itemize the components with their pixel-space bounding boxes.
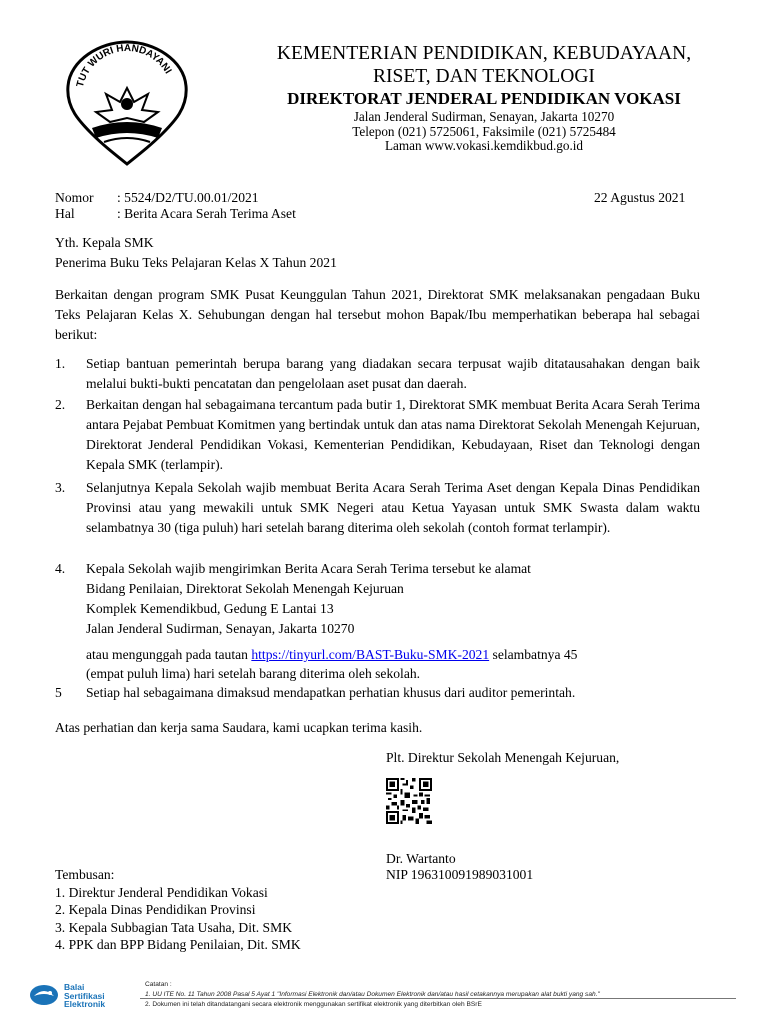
- tut-wuri-handayani-logo: [62, 38, 192, 168]
- letterhead-contact: [200, 110, 768, 154]
- upload-link[interactable]: https://tinyurl.com/BAST-Buku-SMK-2021: [251, 647, 490, 662]
- letter-date: 22 Agustus 2021: [594, 190, 686, 205]
- closing-sentence: Atas perhatian dan kerja sama Saudara, kami ucapkan terima kasih.: [55, 720, 423, 735]
- item-number: 4.: [55, 561, 66, 576]
- bsre-label: [64, 983, 105, 1009]
- hal-row: [55, 206, 296, 222]
- ministry-name-line2: RISET, DAN TEKNOLOGI: [373, 66, 595, 87]
- upload-prefix: atau mengunggah pada tautan: [86, 647, 252, 662]
- intro-paragraph: Berkaitan dengan program SMK Pusat Keunggulan Tahun 2021, Direktorat SMK melaksanakan pengadaan Buku Teks Pelajaran Kelas X. Sehubungan dengan hal tersebut mohon Bapak/Ibu memperhatikan beberapa hal sebagai berikut:: [55, 287, 700, 342]
- cc-heading: Tembusan:: [55, 867, 115, 882]
- item-number: 1.: [55, 356, 66, 371]
- item-number: 5: [55, 685, 62, 700]
- address-block: [86, 579, 404, 639]
- recipient-line1: Yth. Kepala SMK: [55, 235, 154, 250]
- hal-value: : Berita Acara Serah Terima Aset: [117, 206, 296, 221]
- cc-item: 3. Kepala Subbagian Tata Usaha, Dit. SMK: [55, 919, 293, 935]
- item-number: 2.: [55, 397, 66, 412]
- bsre-label-line: Sertifikasi: [64, 990, 105, 1001]
- item-number: 3.: [55, 480, 66, 495]
- upload-suffix: selambatnya 45: [489, 647, 578, 662]
- directorate-name: DIREKTORAT JENDERAL PENDIDIKAN VOKASI: [287, 89, 681, 108]
- nomor-row: [55, 190, 259, 206]
- svg-text:TUT WURI HANDAYANI: TUT WURI HANDAYANI: [74, 42, 174, 89]
- cc-item: 4. PPK dan BPP Bidang Penilaian, Dit. SMK: [55, 937, 301, 952]
- cc-block: [55, 866, 301, 954]
- bsre-label-line: Balai: [64, 982, 85, 992]
- address-line: Komplek Kemendikbud, Gedung E Lantai 13: [86, 601, 334, 616]
- notes-heading: Catatan :: [145, 981, 172, 988]
- bsre-label-line: Elektronik: [64, 999, 106, 1009]
- nomor-label: Nomor: [55, 190, 94, 205]
- list-item: Setiap hal sebagaimana dimaksud mendapatkan perhatian khusus dari auditor pemerintah.: [86, 685, 576, 700]
- cc-item: 2. Kepala Dinas Pendidikan Provinsi: [55, 902, 256, 917]
- hal-label: Hal: [55, 206, 75, 221]
- ministry-name-line1: KEMENTERIAN PENDIDIKAN, KEBUDAYAAN,: [276, 43, 692, 64]
- footer-note-2: 2. Dokumen ini telah ditandatangani secara elektronik menggunakan sertifikat elektronik yang diterbitkan oleh BSrE: [145, 1001, 482, 1008]
- upload-instruction: [86, 645, 577, 665]
- signatory-name: Dr. Wartanto: [386, 851, 456, 866]
- phone: Telepon (021) 5725061, Faksimile (021) 5725484: [352, 123, 616, 139]
- address-line: Bidang Penilaian, Direktorat Sekolah Menengah Kejuruan: [86, 581, 404, 596]
- footer-note-1: 1. UU ITE No. 11 Tahun 2008 Pasal 5 Ayat 1 "Informasi Elektronik dan/atau Dokumen Elektronik dan/atau hasil cetakannya merupakan alat bukti yang sah.": [145, 991, 600, 998]
- list-item: Berkaitan dengan hal sebagaimana tercantum pada butir 1, Direktorat SMK membuat Berita Acara Serah Terima antara Pejabat Pembuat Komitmen yang bertindak untuk dan atas nama Direktorat Sekolah Menengah Kejuruan, Direktorat Jenderal Pendidikan Vokasi, Kementerian Pendidikan, Kebudayaan, Riset dan Teknologi dengan Kepala SMK (terlampir).: [86, 397, 700, 472]
- list-item: Kepala Sekolah wajib mengirimkan Berita Acara Serah Terima tersebut ke alamat: [86, 561, 531, 576]
- upload-instruction-line2: (empat puluh lima) hari setelah barang diterima oleh sekolah.: [86, 666, 421, 681]
- qr-code-icon: [386, 778, 432, 824]
- cc-item: 1. Direktur Jenderal Pendidikan Vokasi: [55, 884, 268, 900]
- nomor-value: : 5524/D2/TU.00.01/2021: [117, 190, 259, 205]
- signatory-nip: NIP 196310091989031001: [386, 867, 534, 882]
- address-line: Jalan Jenderal Sudirman, Senayan, Jakarta 10270: [86, 621, 355, 636]
- list-item: Selanjutnya Kepala Sekolah wajib membuat Berita Acara Serah Terima Aset dengan Kepala Dinas Pendidikan Provinsi atau yang mewakili untuk SMK Negeri atau Ketua Yayasan untuk SMK Swasta dalam waktu selambatnya 30 (tiga puluh) hari setelah barang diterima oleh sekolah (contoh format terlampir).: [86, 480, 700, 535]
- list-item: Setiap bantuan pemerintah berupa barang yang diadakan secara terpusat wajib ditatausahakan dengan baik melalui bukti-bukti pencatatan dan pengelolaan aset pusat dan daerah.: [86, 356, 700, 391]
- website: Laman www.vokasi.kemdikbud.go.id: [384, 138, 584, 153]
- signature-title: Plt. Direktur Sekolah Menengah Kejuruan,: [386, 750, 620, 765]
- address: Jalan Jenderal Sudirman, Senayan, Jakarta 10270: [353, 109, 615, 124]
- recipient-line2: Penerima Buku Teks Pelajaran Kelas X Tahun 2021: [55, 255, 337, 270]
